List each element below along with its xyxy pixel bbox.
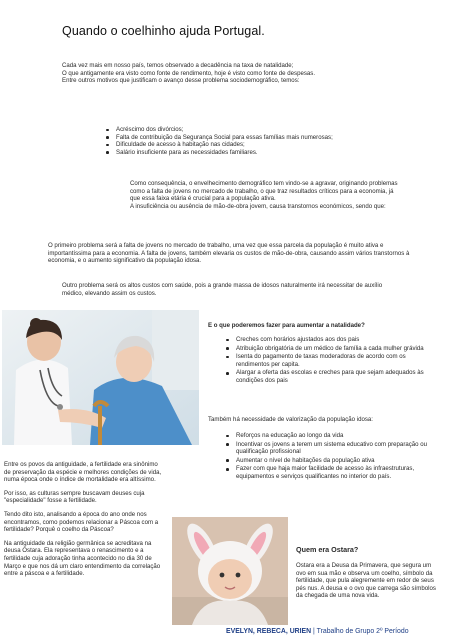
footer-work: Trabalho de Grupo 2º Período [316, 628, 409, 635]
consequence-block [130, 180, 402, 210]
list-item: Salário insuficiente para as necessidades familiares. [106, 149, 406, 157]
intro-line: Cada vez mais em nosso país, temos observado a decadência na taxa de natalidade; [62, 62, 294, 69]
footer-separator: | [311, 628, 317, 635]
list-item: Atribuição obrigatória de um médico de família a cada mulher grávida [226, 345, 436, 353]
list-item: Isenta do pagamento de taxas moderadoras de acordo com os rendimentos per capita. [226, 353, 436, 368]
list-item: Acréscimo dos divórcios; [106, 126, 406, 134]
ostara-heading: Quem era Ostara? [296, 545, 359, 554]
consequence-paragraph: Como consequência, o envelhecimento demográfico tem vindo-se a agravar, originando problemas como a falta de jovens no mercado de trabalho, o que traz resultados críticos para a economia, já que essa faixa etária é crucial para a população ativa. [130, 180, 398, 203]
problem-two: Outro problema será os altos custos com saúde, pois a grande massa de idosos naturalmente irá necessitar de auxílio médico, elevando assim os custos. [62, 282, 383, 297]
valorization-actions [226, 432, 436, 481]
intro-line: O que antigamente era visto como fonte de rendimento, hoje é visto como fonte de despesas. [62, 69, 316, 77]
footer-authors: EVELYN, REBECA, URIEN [226, 628, 312, 635]
antiquity-paragraph: Por isso, as culturas sempre buscavam deuses cuja "especialidade" fosse a fertilidade. [4, 489, 145, 505]
motives-list [106, 126, 406, 156]
consequence-paragraph: A insuficiência ou ausência de mão-de-obra jovem, causa transtornos económicos, sendo que: [130, 202, 386, 210]
natality-actions [226, 336, 436, 385]
antiquity-paragraph: Tendo dito isto, analisando a época do ano onde nos encontramos, como podemos relacionar a Páscoa com a fertilidade? Porquê o coelho da Páscoa? [4, 510, 159, 534]
list-item: Reforços na educação ao longo da vida [226, 432, 436, 440]
intro-block [62, 62, 392, 85]
list-item: Falta de contribuição da Segurança Social para essas famílias mais numerosas; [106, 134, 406, 142]
list-item: Incentivar os jovens a terem um sistema educativo com preparação ou qualificação profissional [226, 441, 436, 456]
valorization-intro: Também há necessidade de valorização da população idosa: [208, 416, 373, 423]
baby-bunny-photo [172, 517, 288, 625]
antiquity-block [4, 461, 164, 578]
antiquity-paragraph: Entre os povos da antiguidade, a fertilidade era sinônimo de preservação da espécie e melhores condições de vida, numa época onde o índice de mortalidade era altíssimo. [4, 461, 162, 484]
antiquity-paragraph: Na antiguidade da religião germânica se acreditava na deusa Ostara. Ela representava o renascimento e a fertilidade cuja adoração tinha acontecido no dia 30 de Março e que nos dá um claro entendimento da correlação entre a páscoa e a fertilidade. [4, 539, 161, 578]
intro-line: Entre outros motivos que justificam o avanço desse problema sociodemográfico, temos: [62, 77, 300, 85]
list-item: Aumentar o nível de habitações da população ativa [226, 457, 436, 465]
problem-one: O primeiro problema será a falta de jovens no mercado de trabalho, uma vez que essa parcela da população é muito ativa e importantíssima para a economia. A falta de jovens, também elevaria os custos de mão-de-obra, causando assim vários transtornos à economia, e o aumento significativo da população idosa. [48, 242, 410, 265]
baby-bunny-illustration [172, 517, 288, 625]
list-item: Creches com horários ajustados aos dos pais [226, 336, 436, 344]
list-item: Alargar a oferta das escolas e creches para que sejam adequados às condições dos pais [226, 369, 436, 384]
list-item: Dificuldade de acesso à habitação nas cidades; [106, 141, 406, 149]
list-item: Fazer com que haja maior facilidade de acesso às infraestruturas, equipamentos e serviços qualificantes no interior do país. [226, 465, 436, 480]
footer [226, 628, 409, 635]
page-title: Quando o coelhinho ajuda Portugal. [62, 24, 265, 38]
nurse-elderly-photo [2, 310, 199, 445]
ostara-text: Ostara era a Deusa da Primavera, que segura um ovo em sua mão e observa um coelho, símbolo da fertilidade, que pula alegremente em redor de seus pés nus. A deusa e o ovo que carrega são símbolos da chegada de uma nova vida. [296, 562, 436, 600]
nurse-elderly-illustration [2, 310, 199, 445]
natality-question: E o que poderemos fazer para aumentar a natalidade? [208, 322, 365, 329]
